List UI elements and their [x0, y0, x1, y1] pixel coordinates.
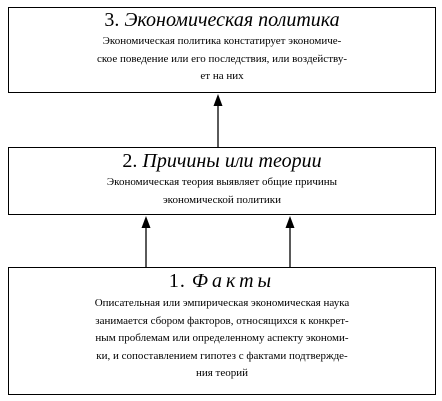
description-line: ния теорий [195, 367, 249, 379]
causes-theories-title [9, 150, 435, 172]
description-line: занимается сбором факторов, относящихся к конкрет- [95, 314, 349, 327]
facts-description [9, 295, 435, 383]
facts-number: 1. [168, 270, 186, 292]
description-line: Экономическая теория выявляет общие причины [106, 176, 338, 188]
economic-policy-number: 3. [104, 9, 120, 31]
description-line: ки, и сопоставлением гипотез с фактами подтвержде- [96, 349, 348, 362]
causes-theories-description [9, 174, 435, 209]
facts-box [8, 267, 436, 395]
facts-name: Факты [191, 270, 276, 292]
economic-policy-box [8, 7, 436, 93]
causes-theories-box [8, 147, 436, 215]
description-line: ным проблемам или определенному аспекту экономи- [95, 332, 349, 344]
economic-policy-title [9, 9, 435, 31]
description-line: ет на них [200, 70, 244, 82]
economic-policy-description [9, 33, 435, 86]
arrow-causes-to-policy [214, 94, 223, 147]
causes-theories-number: 2. [122, 150, 138, 172]
causes-theories-name: Причины или теории [142, 150, 322, 172]
description-line: Описательная или эмпирическая экономическая наука [94, 297, 350, 309]
description-line: ское поведение или его последствия, или воздейству- [97, 52, 347, 65]
arrow-facts-to-causes-right [286, 216, 295, 267]
description-line: экономической политики [162, 193, 282, 206]
facts-title [9, 270, 435, 292]
arrow-facts-to-causes-left [142, 216, 151, 267]
description-line: Экономическая политика констатирует экономиче- [102, 35, 342, 47]
economic-policy-name: Экономическая политика [124, 9, 340, 31]
